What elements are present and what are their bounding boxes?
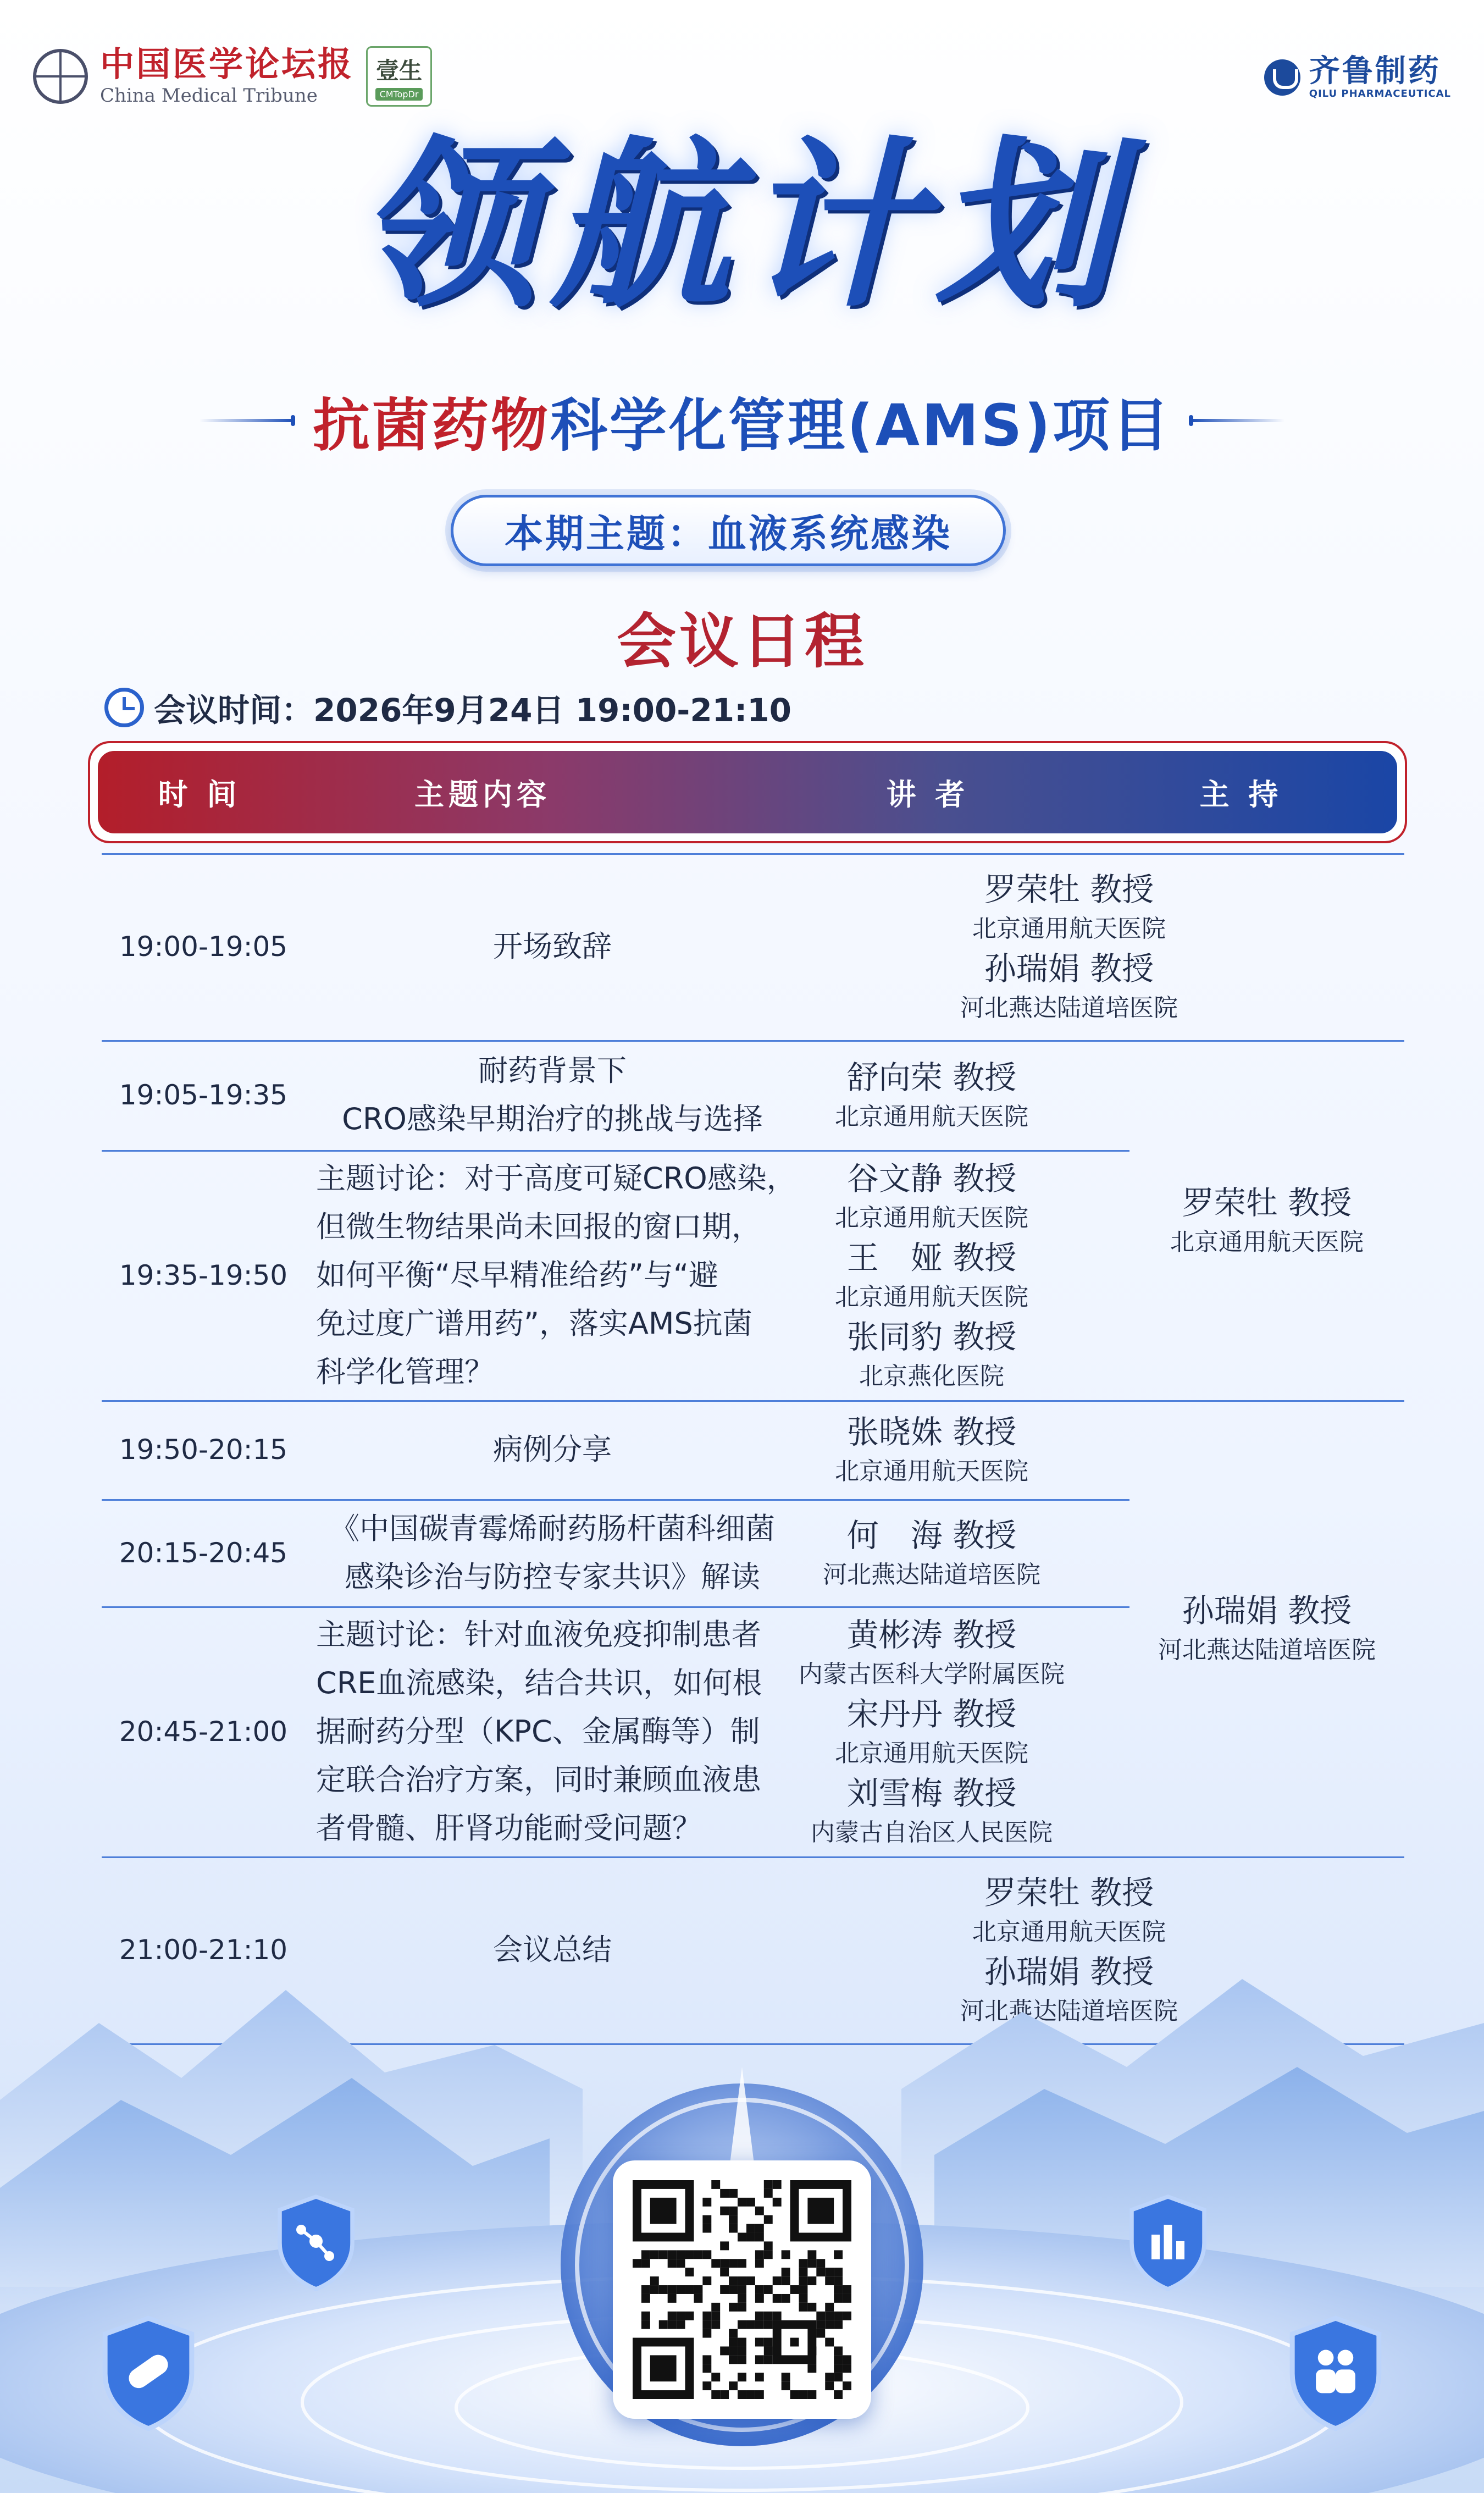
topic-line: 主题讨论：针对血液免疫抑制患者 [316, 1617, 761, 1652]
shield-molecule-icon [275, 2193, 357, 2292]
yisheng-en: CMTopDr [375, 88, 423, 101]
time-cell: 19:35-19:50 [119, 1259, 288, 1291]
yisheng-name: 壹生 [376, 57, 423, 84]
cmt-name-cn: 中国医学论坛报 [100, 44, 355, 84]
host-hospital: 河北燕达陆道培医院 [1158, 1636, 1376, 1664]
speaker-hospital: 北京通用航天医院 [835, 1457, 1028, 1485]
shield-pill-icon [99, 2314, 198, 2433]
speaker-hospital: 河北燕达陆道培医院 [960, 994, 1178, 1022]
speaker-name: 孙瑞娟 教授 [984, 950, 1154, 987]
speaker-name: 刘雪梅 教授 [846, 1774, 1017, 1812]
topic-line: 开场致辞 [493, 929, 612, 964]
speaker-hospital: 内蒙古自治区人民医院 [811, 1818, 1053, 1847]
speaker-hospital: 北京通用航天医院 [972, 1918, 1166, 1946]
speaker-cell [783, 1400, 1080, 1499]
topic-line: 主题讨论：对于高度可疑CRO感染， [316, 1160, 796, 1196]
speaker-cell [783, 1499, 1080, 1606]
speaker-name: 何 海 教授 [846, 1516, 1017, 1554]
cmt-name-en: China Medical Tribune [100, 85, 318, 107]
topic-line: CRO感染早期治疗的挑战与选择 [342, 1102, 763, 1136]
speaker-cell [783, 1040, 1080, 1150]
topic-line: 科学化管理？ [316, 1354, 494, 1389]
clock-icon [104, 688, 144, 727]
qilu-name-en: QILU PHARMACEUTICAL [1309, 88, 1451, 100]
topic-line: CRE血流感染，结合共识，如何根 [316, 1665, 762, 1700]
header-speaker: 讲 者 [886, 777, 970, 812]
shield-chart-icon [1127, 2193, 1209, 2292]
header-host: 主 持 [1199, 777, 1283, 812]
topic-cell [305, 1499, 800, 1606]
subtitle-red: 抗菌药物 [313, 392, 551, 459]
speaker-name: 张晓姝 教授 [846, 1413, 1017, 1451]
subtitle [313, 379, 1171, 462]
row-divider [102, 1856, 1404, 1858]
subtitle-divider-left [200, 419, 293, 422]
speaker-cell [783, 1606, 1080, 1856]
table-header [98, 751, 1397, 833]
speaker-hospital: 北京通用航天医院 [835, 1203, 1028, 1232]
row-divider [102, 1040, 1404, 1042]
meeting-time-text: 会议时间：2026年9月24日 19:00-21:10 [154, 692, 792, 729]
speaker-hospital: 北京通用航天医院 [835, 1739, 1028, 1767]
table-header-frame [88, 741, 1407, 843]
header-topic: 主题内容 [414, 777, 551, 812]
speaker-hospital: 北京通用航天医院 [972, 915, 1166, 943]
speaker-hospital: 河北燕达陆道培医院 [960, 1997, 1178, 2025]
time-cell: 21:00-21:10 [119, 1934, 288, 1966]
speaker-name: 谷文静 教授 [846, 1159, 1017, 1197]
yisheng-badge [366, 46, 432, 107]
topic-line: 定联合治疗方案，同时兼顾血液患 [316, 1762, 761, 1797]
subtitle-blue: 科学化管理(AMS)项目 [550, 392, 1171, 459]
globe-icon [33, 49, 88, 104]
speaker-name: 舒向荣 教授 [846, 1059, 1017, 1096]
topic-line: 感染诊治与防控专家共识》解读 [345, 1559, 760, 1594]
speaker-hospital: 河北燕达陆道培医院 [823, 1560, 1040, 1589]
speaker-hospital: 北京通用航天医院 [835, 1103, 1028, 1131]
speaker-name: 王 娅 教授 [846, 1239, 1017, 1276]
subtitle-divider-right [1191, 419, 1284, 422]
time-cell: 19:00-19:05 [119, 931, 288, 963]
qr-code[interactable] [633, 2180, 851, 2399]
theme-pill: 本期主题：血液系统感染 [451, 495, 1006, 566]
china-medical-tribune-logo [33, 45, 432, 108]
topic-line: 但微生物结果尚未回报的窗口期， [316, 1209, 761, 1244]
speaker-name: 宋丹丹 教授 [846, 1695, 1017, 1733]
qilu-name-cn: 齐鲁制药 [1309, 53, 1441, 89]
topic-line: 者骨髓、肝肾功能耐受问题？ [316, 1810, 702, 1845]
host-cell [1129, 1040, 1404, 1400]
speaker-name: 罗荣牡 教授 [984, 871, 1154, 908]
speaker-name: 孙瑞娟 教授 [984, 1953, 1154, 1991]
topic-cell [305, 1400, 800, 1499]
time-cell: 19:50-20:15 [119, 1434, 288, 1466]
topic-line: 《中国碳青霉烯耐药肠杆菌科细菌 [330, 1511, 775, 1546]
header-time: 时 间 [158, 777, 241, 812]
row-divider [102, 1400, 1404, 1402]
speaker-hospital: 北京通用航天医院 [835, 1283, 1028, 1311]
topic-line: 耐药背景下 [478, 1053, 627, 1088]
topic-line: 免过度广谱用药”，落实AMS抗菌 [316, 1306, 752, 1341]
row-divider [102, 1150, 1129, 1152]
time-cell: 19:05-19:35 [119, 1079, 288, 1111]
host-name: 罗荣牡 教授 [1182, 1184, 1352, 1221]
shield-people-icon [1286, 2314, 1385, 2433]
speaker-hospital: 内蒙古医科大学附属医院 [799, 1660, 1065, 1688]
row-divider [102, 1499, 1129, 1501]
time-cell: 20:15-20:45 [119, 1536, 288, 1569]
topic-cell [316, 1606, 811, 1856]
speaker-cell [783, 1150, 1080, 1400]
topic-line: 会议总结 [493, 1932, 612, 1967]
speaker-cell [921, 853, 1217, 1040]
speaker-name: 张同豹 教授 [846, 1318, 1017, 1356]
topic-cell [305, 1040, 800, 1150]
host-hospital: 北京通用航天医院 [1170, 1228, 1364, 1256]
row-divider [102, 1606, 1129, 1608]
subtitle-row [0, 379, 1484, 462]
speaker-name: 黄彬涛 教授 [846, 1616, 1017, 1654]
qilu-logo [1264, 55, 1451, 100]
time-cell: 20:45-21:00 [119, 1715, 288, 1748]
speaker-name: 罗荣牡 教授 [984, 1874, 1154, 1911]
main-title: 领航计划 [357, 119, 1127, 332]
speaker-hospital: 北京燕化医院 [859, 1362, 1004, 1390]
topic-line: 如何平衡“尽早精准给药”与“避 [316, 1257, 718, 1292]
topic-cell [305, 853, 800, 1040]
topic-line: 病例分享 [493, 1432, 612, 1467]
topic-cell [316, 1150, 811, 1400]
schedule-title: 会议日程 [616, 607, 867, 676]
topic-line: 据耐药分型（KPC、金属酶等）制 [316, 1713, 760, 1749]
host-cell [1129, 1400, 1404, 1856]
qr-code-card[interactable] [613, 2160, 871, 2419]
meeting-time [104, 684, 791, 731]
qilu-logo-icon [1264, 59, 1300, 96]
host-name: 孙瑞娟 教授 [1182, 1592, 1352, 1629]
